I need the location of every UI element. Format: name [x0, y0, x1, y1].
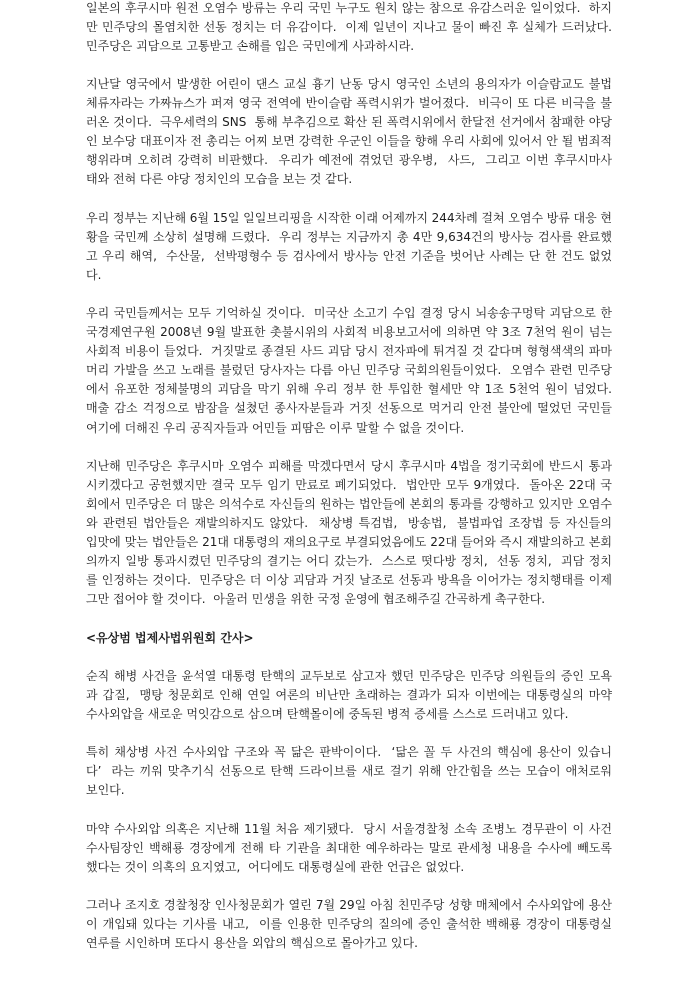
text-line: 우리 정부는 지난해 6월 15일 일일브리핑을 시작한 이래 어제까지 244차례 걸쳐 오염수 방류 대응 현 — [86, 210, 612, 225]
text-line: 회에서 민주당은 더 많은 의석수로 자신들의 원하는 법안들에 본회의 통과를 강행하고 있지만 오염수 — [86, 496, 612, 511]
text-line: 다. — [86, 267, 102, 282]
paragraph — [86, 304, 612, 438]
document-body — [86, 0, 612, 972]
paragraph — [86, 667, 612, 724]
text-line: 에서 유포한 정체불명의 괴담을 막기 위해 우리 정부 한 투입한 혈세만 약 1조 5천억 원이 넘었다. — [86, 382, 612, 397]
text-line: 다’ 라는 끼워 맞추기식 선동으로 탄핵 드라이브를 새로 걸기 위해 안간힘을 쓰는 모습이 애처로워 — [86, 764, 612, 779]
text-line: 머리 가발을 쓰고 노래를 불렀던 당사자는 다름 아닌 민주당 국회의원들이었다. 오염수 관련 민주당 — [86, 363, 612, 378]
text-line: 입맛에 맞는 법안들은 21대 대통령의 재의요구로 부결되었음에도 22대 들어와 즉시 재발의하고 본회 — [86, 535, 612, 550]
text-line: 행위라며 오히려 강력히 비판했다. 우리가 예전에 겪었던 광우병, 사드, 그리고 이번 후쿠시마사 — [86, 153, 612, 168]
text-line: 했다는 것이 의혹의 요지였고, 어디에도 대통령실에 관한 언급은 없었다. — [86, 859, 465, 874]
text-line: 마약 수사외압 의혹은 지난해 11월 처음 제기됐다. 당시 서울경찰청 소속 조병노 경무관이 이 사건 — [86, 821, 612, 836]
text-line: 순직 해병 사건을 윤석열 대통령 탄핵의 교두보로 삼고자 했던 민주당은 민주당 의원들의 증인 모욕 — [86, 668, 612, 683]
text-line: 지난해 민주당은 후쿠시마 오염수 피해를 막겠다면서 당시 후쿠시마 4법을 정기국회에 반드시 통과 — [86, 458, 612, 473]
text-line: 시키겠다고 공헌했지만 결국 모두 임기 만료로 폐기되었다. 법안만 모두 9개였다. 돌아온 22대 국 — [86, 477, 613, 492]
text-line: 고 우리 해역, 수산물, 선박평형수 등 검사에서 방사능 안전 기준을 벗어난 사례는 단 한 건도 없었 — [86, 248, 612, 263]
text-line: 수사팀장인 백해룡 경장에게 전해 타 기관을 최대한 예우하라는 말로 관세청 내용을 수사에 빼도록 — [86, 840, 612, 855]
text-line: 그만 접어야 할 것이다. 아울러 민생을 위한 국정 운영에 협조해주길 간곡하게 촉구한다. — [86, 592, 546, 607]
paragraph — [86, 0, 612, 56]
text-line: 사회적 비용이 들었다. 거짓말로 종결된 사드 괴담 당시 전자파에 튀겨질 것 같다며 형형색색의 파마 — [86, 344, 612, 359]
section-heading: <유상범 법제사법위원회 간사> — [86, 630, 254, 645]
text-line: 그러나 조지호 경찰청장 인사청문회가 열린 7월 29일 아침 친민주당 성향 매체에서 수사외압에 용산 — [86, 897, 612, 912]
text-line: 특히 채상병 사건 수사외압 구조와 꼭 닮은 판박이이다. ‘닮은 꼴 두 사건의 핵심에 용산이 있습니 — [86, 745, 612, 760]
text-line: 의까지 일방 통과시켰던 민주당의 결기는 어디 갔는가. 스스로 떳다방 정치, 선동 정치, 괴담 정치 — [86, 554, 612, 569]
text-line: 체류자라는 가짜뉴스가 퍼져 영국 전역에 반이슬람 폭력시위가 벌어졌다. 비극이 또 다른 비극을 불 — [86, 95, 612, 110]
paragraph — [86, 209, 612, 285]
text-line: 태와 전혀 다른 야당 정치인의 모습을 보는 것 같다. — [86, 172, 353, 187]
text-line: 수사외압을 새로운 먹잇감으로 삼으며 탄핵몰이에 중독된 병적 증세를 스스로 드러내고 있다. — [86, 706, 569, 721]
text-line: 국경제연구원 2008년 9월 발표한 촛불시위의 사회적 비용보고서에 의하면 약 3조 7천억 원이 넘는 — [86, 325, 612, 340]
text-line: 를 인정하는 것이다. 민주당은 더 이상 괴담과 거짓 날조로 선동과 방욕을 이어가는 정치행태를 이제 — [86, 573, 612, 588]
text-line: 인 보수당 대표이자 전 총리는 어찌 보면 강력한 우군인 이들을 향해 우리 사회에 있어서 안 될 범죄적 — [86, 134, 612, 149]
paragraph — [86, 457, 612, 610]
text-line: 우리 국민들께서는 모두 기억하실 것이다. 미국산 소고기 수입 결정 당시 뇌송송구멍탁 괴담으로 한 — [86, 306, 612, 320]
paragraph — [86, 896, 612, 953]
text-line: 만 민주당의 몰염치한 선동 정치는 더 유감이다. 이제 일년이 지나고 물이 빠진 후 실체가 드러났다. — [86, 19, 612, 34]
text-line: 민주당은 괴담으로 고통받고 손해를 입은 국민에게 사과하시라. — [86, 38, 415, 53]
text-line: 황을 국민께 소상히 설명해 드렸다. 우리 정부는 지금까지 총 4만 9,634건의 방사능 검사를 완료했 — [86, 229, 612, 244]
paragraph — [86, 820, 612, 877]
text-line: 과 갑질, 맹탕 청문회로 인해 연일 여론의 비난만 초래하는 결과가 되자 이번에는 대통령실의 마약 — [86, 687, 612, 702]
paragraph — [86, 743, 612, 800]
text-line: 일본의 후쿠시마 원전 오염수 방류는 우리 국민 누구도 원치 않는 참으로 유감스러운 일이었다. 하지 — [86, 0, 612, 15]
text-line: 이 개입돼 있다는 기사를 내고, 이를 인용한 민주당의 질의에 증인 출석한 백해룡 경장이 대통령실 — [86, 917, 612, 931]
paragraph — [86, 75, 612, 190]
text-line: 여기에 더해진 우리 공직자들과 어민들 피땀은 이루 말할 수 없을 것이다. — [86, 420, 465, 435]
text-line: 지난달 영국에서 발생한 어린이 댄스 교실 흉기 난동 당시 영국인 소년의 용의자가 이슬람교도 불법 — [86, 76, 612, 91]
text-line: 매출 감소 걱정으로 밤잠을 설쳤던 종사자분들과 거짓 선동으로 먹거리 안전 불안에 떨었던 국민들 — [86, 401, 612, 416]
text-line: 연루를 시인하며 또다시 용산을 외압의 핵심으로 몰아가고 있다. — [86, 936, 418, 951]
text-line: 와 관련된 법안들은 재발의하지도 않았다. 채상병 특검법, 방송법, 불법파업 조장법 등 자신들의 — [86, 516, 612, 531]
text-line: 보인다. — [86, 783, 125, 798]
text-line: 러온 것이다. 극우세력의 SNS 통해 부추김으로 확산 된 폭력시위에서 한달전 선거에서 참패한 야당 — [86, 115, 612, 130]
